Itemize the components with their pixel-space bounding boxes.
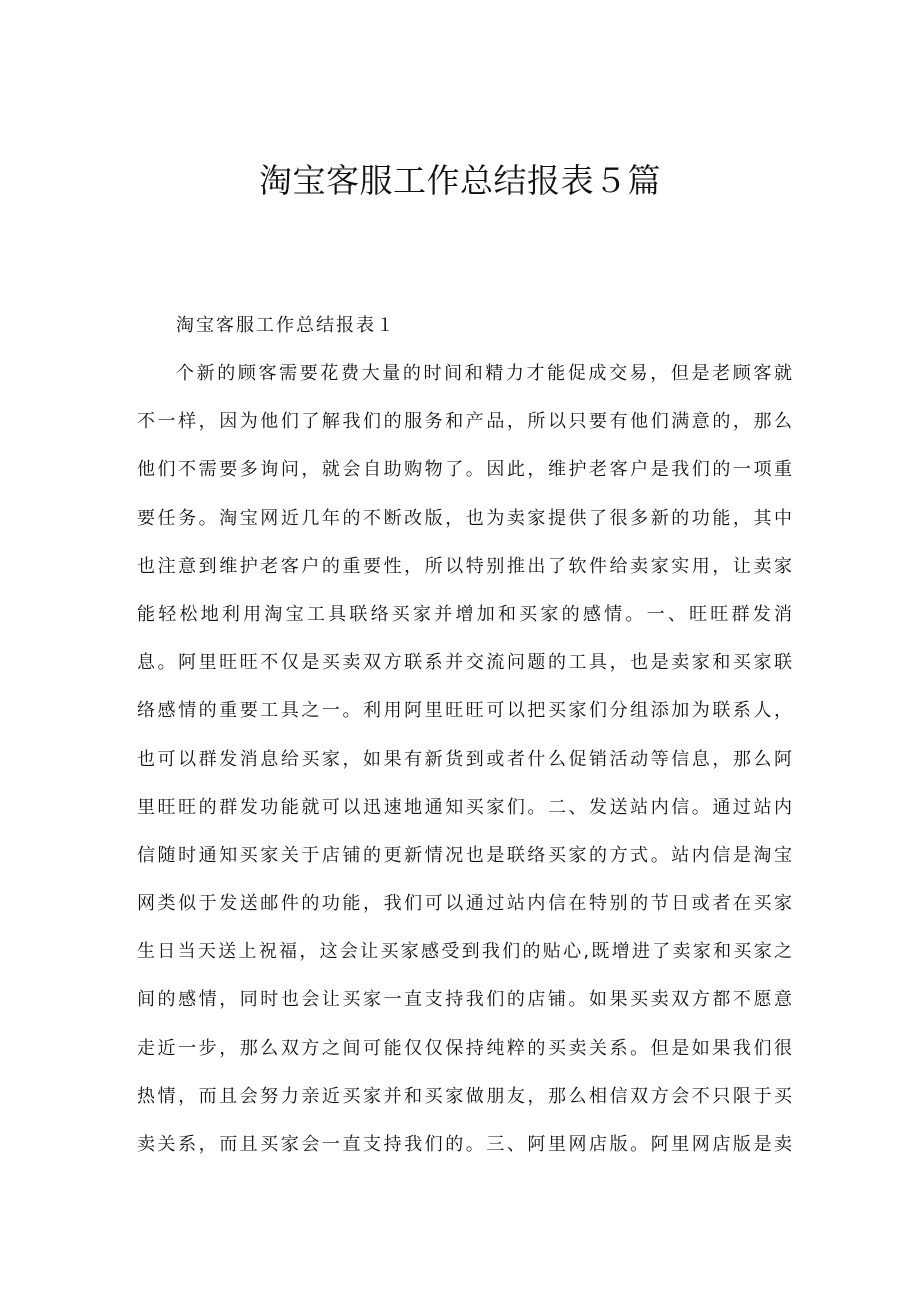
body-line: 他们不需要多询问，就会自助购物了。因此，维护老客户是我们的一项重	[137, 459, 792, 481]
body-line: 信随时通知买家关于店铺的更新情况也是联络买家的方式。站内信是淘宝	[137, 844, 792, 866]
body-line: 热情，而且会努力亲近买家并和买家做朋友，那么相信双方会不只限于买	[137, 1085, 792, 1107]
body-line: 也可以群发消息给买家，如果有新货到或者什么促销活动等信息，那么阿	[137, 748, 792, 770]
section-heading: 淘宝客服工作总结报表１	[176, 315, 396, 336]
body-line: 卖关系，而且买家会一直支持我们的。三、阿里网店版。阿里网店版是卖	[137, 1134, 792, 1155]
body-line: 走近一步，那么双方之间可能仅仅保持纯粹的买卖关系。但是如果我们很	[137, 1037, 792, 1059]
body-paragraph	[137, 358, 792, 1177]
body-line: 也注意到维护老客户的重要性，所以特别推出了软件给卖家实用，让卖家	[137, 555, 792, 577]
body-line: 能轻松地利用淘宝工具联络买家并增加和买家的感情。一、旺旺群发消	[137, 603, 792, 625]
body-line: 个新的顾客需要花费大量的时间和精力才能促成交易，但是老顾客就	[176, 363, 792, 384]
document-title: 淘宝客服工作总结报表５篇	[259, 161, 661, 200]
body-line: 生日当天送上祝福，这会让买家感受到我们的贴心,既增进了卖家和买家之	[137, 941, 792, 963]
body-line: 里旺旺的群发功能就可以迅速地通知买家们。二、发送站内信。通过站内	[137, 796, 792, 818]
body-line: 不一样，因为他们了解我们的服务和产品，所以只要有他们满意的，那么	[137, 411, 792, 433]
body-line: 要任务。淘宝网近几年的不断改版，也为卖家提供了很多新的功能，其中	[137, 507, 792, 529]
body-line: 间的感情，同时也会让买家一直支持我们的店铺。如果买卖双方都不愿意	[137, 989, 792, 1011]
body-line: 络感情的重要工具之一。利用阿里旺旺可以把买家们分组添加为联系人，	[137, 700, 792, 722]
body-line: 网类似于发送邮件的功能，我们可以通过站内信在特别的节日或者在买家	[137, 893, 792, 915]
body-line: 息。阿里旺旺不仅是买卖双方联系并交流问题的工具，也是卖家和买家联	[137, 652, 792, 674]
